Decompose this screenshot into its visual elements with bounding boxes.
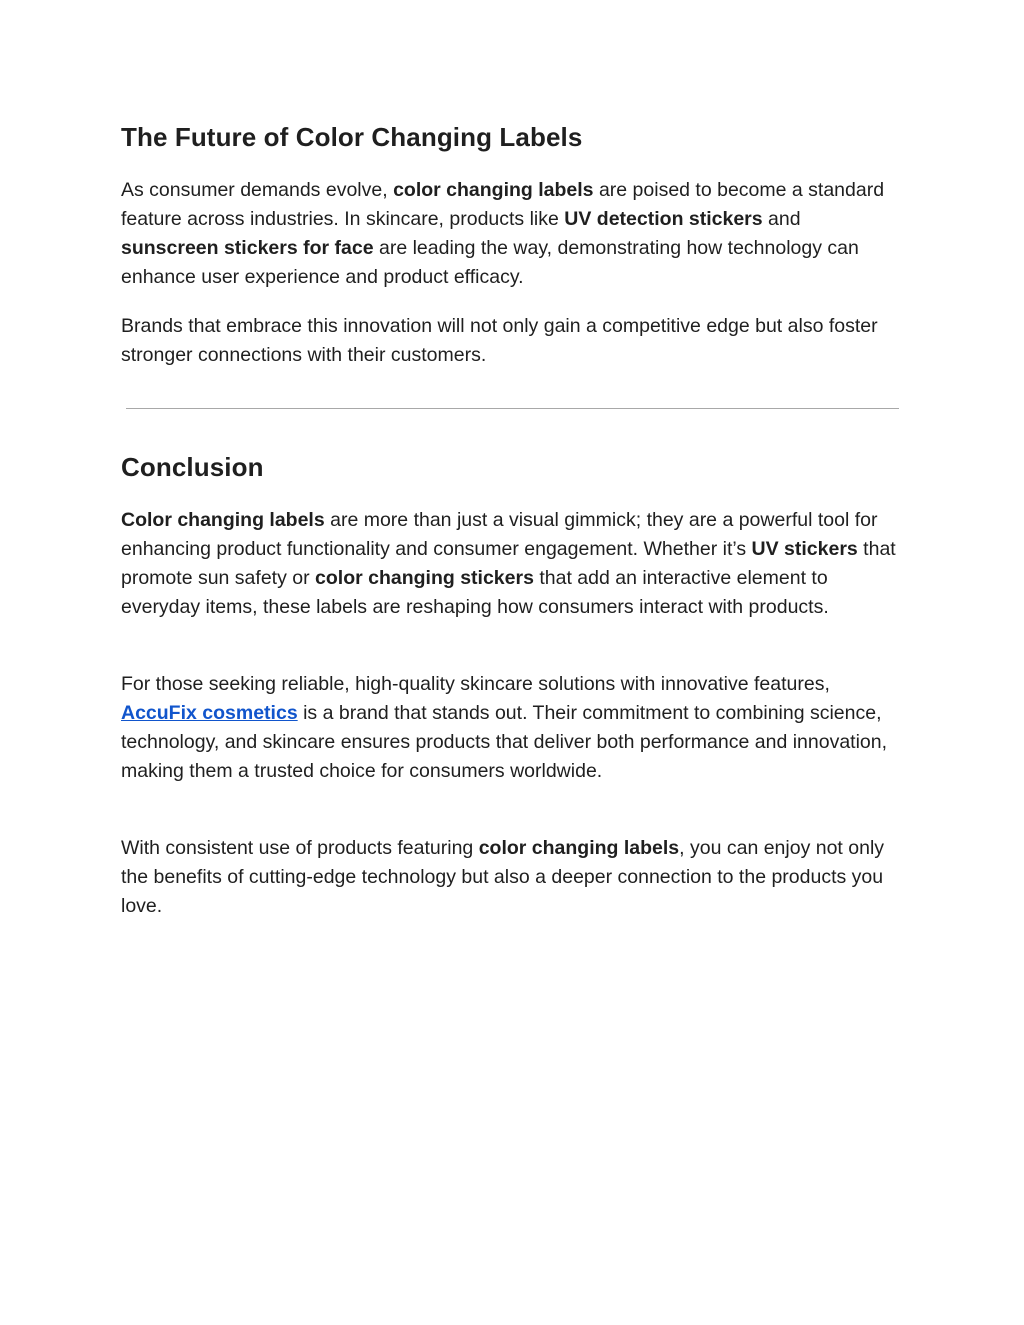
text-run: that promote sun safety or xyxy=(121,538,896,589)
bold-term: color changing labels xyxy=(478,837,680,859)
bold-term: Color changing labels xyxy=(121,509,325,531)
future-paragraph-2: Brands that embrace this innovation will not only gain a competitive edge but also foster stronger connections with their customers. xyxy=(121,315,878,366)
text-run: are more than just a visual gimmick; they are a powerful tool for enhancing product functionality and consumer engagement. Whether it’s xyxy=(121,509,878,560)
text-run: that add an interactive element to everyday items, these labels are reshaping how consumers interact with products. xyxy=(121,567,829,618)
future-paragraph-1 xyxy=(121,176,901,292)
text-run: With consistent use of products featuring xyxy=(121,837,479,859)
bold-term: color changing stickers xyxy=(315,567,534,589)
horizontal-divider xyxy=(126,408,899,409)
text-run: As consumer demands evolve, xyxy=(121,179,394,201)
text-run: are poised to become a standard feature across industries. In skincare, products like xyxy=(121,179,885,230)
section-heading-conclusion: Conclusion xyxy=(121,452,264,482)
conclusion-paragraph-2 xyxy=(121,670,901,786)
text-run: are leading the way, demonstrating how technology can enhance user experience and product efficacy. xyxy=(121,237,859,288)
section-heading-future: The Future of Color Changing Labels xyxy=(121,122,583,152)
bold-term: color changing labels xyxy=(393,179,594,201)
text-run: and xyxy=(762,208,801,230)
conclusion-paragraph-1 xyxy=(121,506,901,622)
text-run: , you can enjoy not only the benefits of cutting-edge technology but also a deeper connection to the products you love. xyxy=(121,837,885,917)
text-run: For those seeking reliable, high-quality skincare solutions with innovative features, xyxy=(121,673,830,695)
conclusion-paragraph-3 xyxy=(121,834,901,921)
bold-term: UV detection stickers xyxy=(564,208,763,230)
accufix-cosmetics-link[interactable]: AccuFix cosmetics xyxy=(121,702,298,724)
bold-term: sunscreen stickers for face xyxy=(121,237,374,259)
bold-term: UV stickers xyxy=(751,538,858,560)
text-run: is a brand that stands out. Their commitment to combining science, technology, and skincare ensures products that deliver both performance and innovation, making them a trusted choice for consumers worldwide. xyxy=(121,702,888,782)
